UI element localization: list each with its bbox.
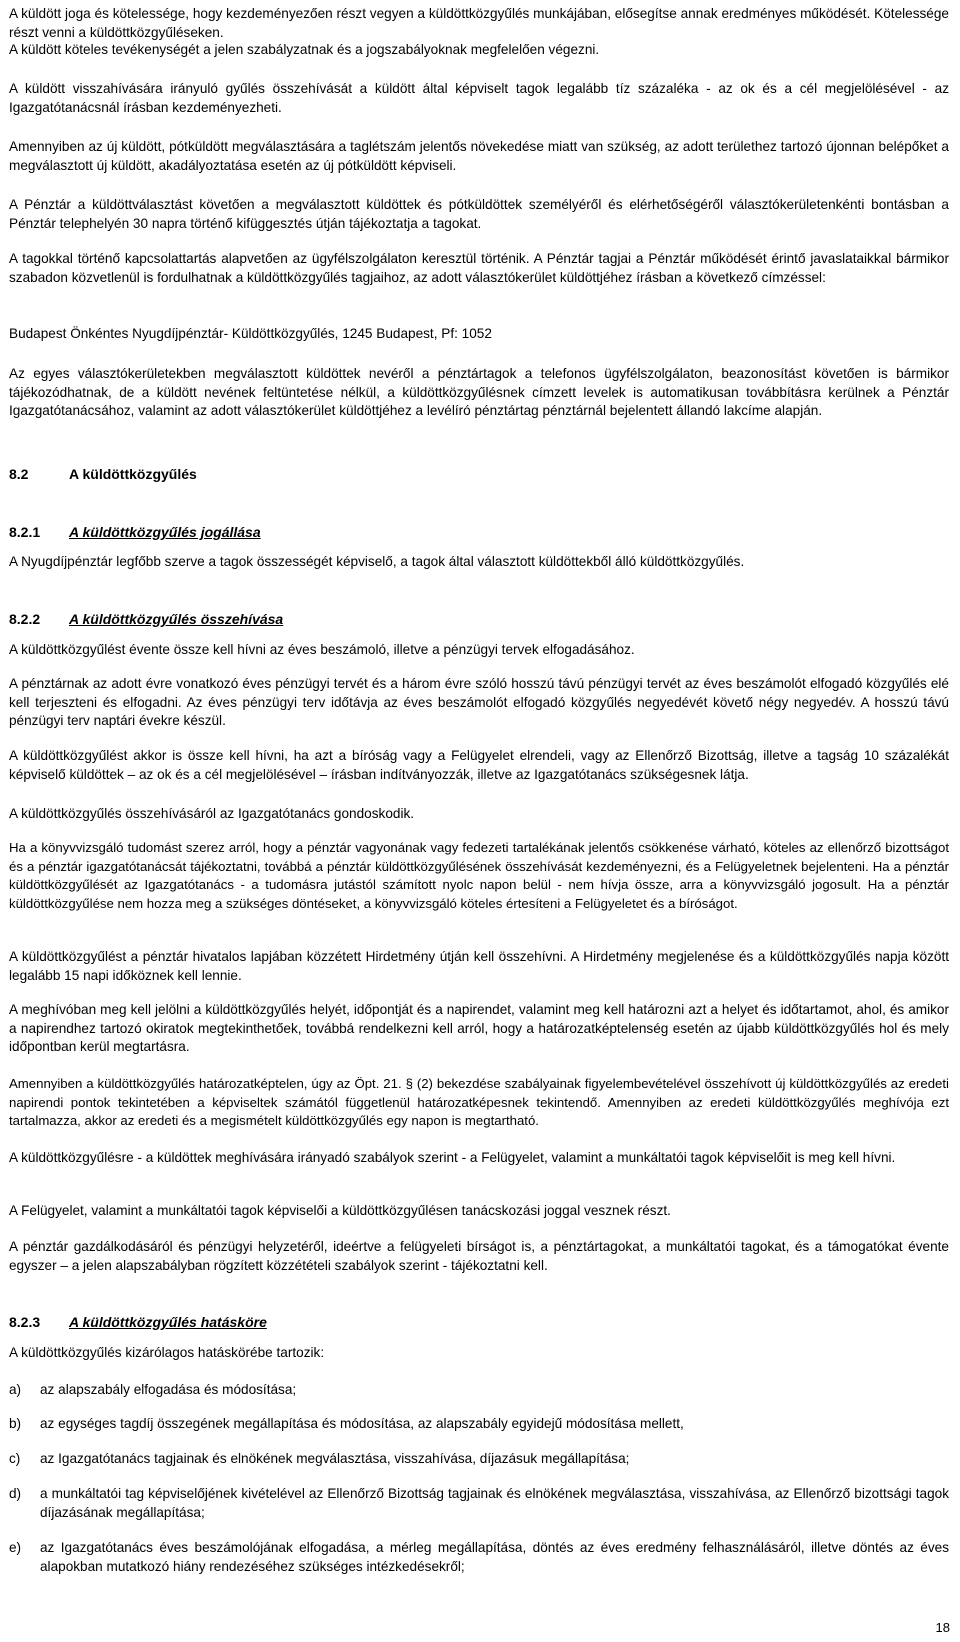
list-item-text: az Igazgatótanács tagjainak és elnökének megválasztása, visszahívása, díjazásuk megállapítása; (40, 1451, 630, 1466)
paragraph-consultative-right: A Felügyelet, valamint a munkáltatói tagok képviselői a küldöttközgyűlésen tanácskozási joggal vesznek részt. (9, 1203, 671, 1218)
list-item (9, 1485, 949, 1522)
paragraph-contact: A tagokkal történő kapcsolattartás alapvetően az ügyfélszolgálaton keresztül történik. A Pénztár tagjai a Pénztár működését érintő javaslataikkal bármikor szabadon közvetlenül is fordulhatnak a küldöttközgyűlés tagjaihoz, az adott választókerület küldöttjéhez írásban a következő címzéssel: (9, 251, 949, 285)
list-item-text: az egységes tagdíj összegének megállapítása és módosítása, az alapszabály egyidejű módosítása mellett, (40, 1416, 684, 1431)
section-title: A küldöttközgyűlés összehívása (69, 611, 284, 627)
paragraph-delegate-notice: A Pénztár a küldöttválasztást követően a megválasztott küldöttek és pótküldöttek személyéről és elérhetőségéről választókerületenkénti bontásban a Pénztár telephelyén 30 napra történő kifüggesztés útján tájékoztatja a tagokat. (9, 197, 949, 231)
paragraph-invite-supervision: A küldöttközgyűlésre - a küldöttek meghívására irányadó szabályok szerint - a Felügyelet, valamint a munkáltatói tagok képviselőit is meg kell hívni. (9, 1150, 896, 1165)
paragraph-convening: A küldöttközgyűlés összehívásáról az Igazgatótanács gondoskodik. (9, 806, 415, 821)
paragraph-address: Budapest Önkéntes Nyugdíjpénztár- Küldöttközgyűlés, 1245 Budapest, Pf: 1052 (9, 326, 492, 341)
paragraph-invitation: A meghívóban meg kell jelölni a küldöttközgyűlés helyét, időpontját és a napirendet, valamint meg kell határozni azt a helyet és időtartamot, ahol, és amikor a napirendhez tartozó okiratok megtekinthetőek, továbbá rendelkezni kell arról, hogy a határozatképtelenség esetén az újabb küldöttközgyűlés hol és mely időpontban kerül megtartásra. (9, 1002, 949, 1054)
list-item-text: az Igazgatótanács éves beszámolójának elfogadása, a mérleg megállapítása, döntés az éves eredmény felhasználásáról, illetve döntés az éves alapokban mutatkozó hiány rendezéséhez szükséges intézkedésekről; (40, 1540, 949, 1574)
paragraph-delegate-conduct: A küldött köteles tevékenységét a jelen szabályzatnak és a jogszabályoknak megfelelően végezni. (9, 42, 600, 57)
section-number: 8.2 (9, 466, 29, 482)
section-heading-8-2-3 (9, 1314, 267, 1330)
paragraph-auditor: Ha a könyvvizsgáló tudomást szerez arról, hogy a pénztár vagyonának vagy fedezeti tartalékának jelentős csökkenése várható, köteles az ellenőrző bizottságot és a pénztár igazgatótanácsát tájékoztatni, továbbá a pénztár küldöttközgyűlésének összehívását kezdeményezni, és a Felügyeletnek bejelenteni. Ha a pénztár küldöttközgyűlését az Igazgatótanács - a tudomásra jutástól számított nyolc napon belül - nem hívja össze, arra a könyvvizsgáló jogosult. Ha a pénztár küldöttközgyűlése nem hozza meg a szükséges döntéseket, a könyvvizsgáló köteles értesíteni a Felügyeletet és a bíróságot. (9, 840, 949, 911)
page-number: 18 (935, 1620, 950, 1635)
list-item (9, 1450, 949, 1469)
paragraph-annual-report: A pénztár gazdálkodásáról és pénzügyi helyzetéről, ideértve a felügyeleti bírságot is, a pénztártagokat, a munkáltatói tagokat, és a támogatókat évente egyszer – a jelen alapszabályban rögzített közzétételi szabályok szerint - tájékoztatni kell. (9, 1239, 949, 1273)
paragraph-new-delegate: Amennyiben az új küldött, pótküldött megválasztására a taglétszám jelentős növekedése miatt van szükség, az adott területhez tartozó újonnan belépőket a megválasztott új küldött, akadályoztatása esetén az új pótküldött képviseli. (9, 139, 949, 173)
section-title: A küldöttközgyűlés jogállása (69, 524, 261, 540)
paragraph-financial-plan: A pénztárnak az adott évre vonatkozó éves pénzügyi tervét és a három évre szóló hosszú távú pénzügyi tervét az éves beszámolót elfogadó közgyűlés elé kell terjeszteni és elfogadni. Az éves pénzügyi terv időtávja az éves beszámolót elfogadó közgyűlés negyedévét követő négy negyedév. A hosszú távú pénzügyi terv naptári évekre készül. (9, 676, 949, 728)
paragraph-delegate-recall: A küldött visszahívására irányuló gyűlés összehívását a küldött által képviselt tagok legalább tíz százaléka - az ok és a cél megjelölésével - az Igazgatótanácsnál írásban kezdeményezheti. (9, 81, 949, 115)
paragraph-extraordinary-meeting: A küldöttközgyűlést akkor is össze kell hívni, ha azt a bíróság vagy a Felügyelet elrendeli, vagy az Ellenőrző Bizottság, illetve a tagság 10 százalékát képviselő küldöttek – az ok és a cél megjelölésével – írásban indítványozzák, illetve az Igazgatótanács szükségesnek látja. (9, 748, 949, 782)
section-heading-8-2-1 (9, 524, 261, 540)
list-item (9, 1415, 949, 1434)
section-title: A küldöttközgyűlés hatásköre (69, 1314, 267, 1330)
section-heading-8-2-2 (9, 611, 283, 627)
section-heading-8-2 (9, 466, 197, 482)
list-item-label: e) (9, 1540, 22, 1555)
paragraph-quorum: Amennyiben a küldöttközgyűlés határozatképtelen, úgy az Öpt. 21. § (2) bekezdése szabályainak figyelembevételével összehívott új küldöttközgyűlés az eredeti napirendi pontok tekintetében a képviseltek számától függetlenül határozatképesnek tekintendő. Amennyiben az eredeti küldöttközgyűlés meghívója ezt tartalmazza, akkor az eredeti és a megismételt küldöttközgyűlés egy napon is megtartható. (9, 1076, 949, 1128)
list-item-text: a munkáltatói tag képviselőjének kivételével az Ellenőrző Bizottság tagjainak és elnökének megválasztása, visszahívása, az Ellenőrző bizottsági tagok díjazásának megállapítása; (40, 1486, 949, 1520)
section-number: 8.2.2 (9, 611, 41, 627)
paragraph-annual-meeting: A küldöttközgyűlést évente össze kell hívni az éves beszámoló, illetve a pénzügyi tervek elfogadásához. (9, 642, 635, 657)
paragraph-legal-status: A Nyugdíjpénztár legfőbb szerve a tagok összességét képviselő, a tagok által választott küldöttekből álló küldöttközgyűlés. (9, 554, 745, 569)
section-number: 8.2.3 (9, 1314, 41, 1330)
list-item-label: d) (9, 1486, 22, 1501)
paragraph-competence-intro: A küldöttközgyűlés kizárólagos hatáskörébe tartozik: (9, 1345, 325, 1360)
paragraph-delegate-duties: A küldött joga és kötelessége, hogy kezdeményezően részt vegyen a küldöttközgyűlés munkájában, elősegítse annak eredményes működését. Kötelessége részt venni a küldöttközgyűléseken. (9, 6, 949, 40)
section-number: 8.2.1 (9, 524, 41, 540)
list-item-text: az alapszabály elfogadása és módosítása; (40, 1382, 297, 1397)
list-item-label: a) (9, 1382, 22, 1397)
list-item (9, 1539, 949, 1576)
list-item-label: c) (9, 1451, 21, 1466)
list-item-label: b) (9, 1416, 22, 1431)
paragraph-announcement: A küldöttközgyűlést a pénztár hivatalos lapjában közzétett Hirdetmény útján kell összehívni. A Hirdetmény megjelenése és a küldöttközgyűlés napja között legalább 15 napi időköznek kell lennie. (9, 949, 949, 983)
section-title: A küldöttközgyűlés (69, 466, 197, 482)
list-item (9, 1381, 949, 1400)
paragraph-delegate-names: Az egyes választókerületekben megválasztott küldöttek nevéről a pénztártagok a telefonos ügyfélszolgálaton, beazonosítást követően is bármikor tájékozódhatnak, de a küldött nevének feltüntetése nélkül, a küldöttközgyűlésnek címzett levelek is automatikusan továbbításra kerülnek a Pénztár Igazgatótanácsához, valamint az adott választókerület küldöttjéhez a levélíró pénztártag pénztárnál bejelentett állandó lakcíme alapján. (9, 366, 949, 418)
